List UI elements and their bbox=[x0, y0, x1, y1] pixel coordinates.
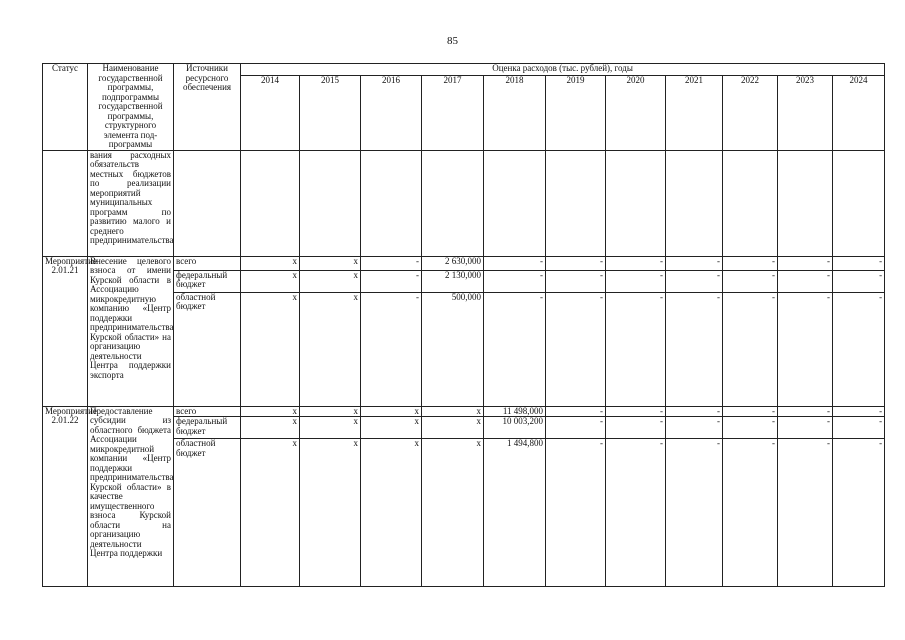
value-cell: 11 498,000 bbox=[484, 406, 546, 417]
value-cell: - bbox=[723, 256, 778, 270]
value-cell: - bbox=[666, 256, 723, 270]
value-cell: x bbox=[361, 439, 422, 587]
source-cell bbox=[174, 150, 241, 256]
value-cell: - bbox=[833, 270, 885, 292]
value-cell: - bbox=[546, 439, 606, 587]
value-cell: - bbox=[833, 417, 885, 439]
value-cell: x bbox=[300, 417, 361, 439]
value-cell: x bbox=[361, 417, 422, 439]
value-cell: x bbox=[300, 439, 361, 587]
source-label: всего bbox=[174, 406, 241, 417]
measure-status: Мероприятие 2.01.21 bbox=[43, 256, 88, 406]
value-cell: - bbox=[833, 406, 885, 417]
budget-table bbox=[42, 63, 885, 587]
value-cell: - bbox=[778, 406, 833, 417]
value-cell: x bbox=[241, 417, 300, 439]
value-cell: - bbox=[833, 256, 885, 270]
continuation-name: вания расходных обязательств местных бюджетов по реализации мероприятий муниципальных программ по развитию малого и среднего предпринимательства bbox=[88, 150, 174, 256]
value-cell: - bbox=[666, 406, 723, 417]
value-cell: - bbox=[361, 256, 422, 270]
header-status: Статус bbox=[43, 64, 88, 151]
value-cell: - bbox=[778, 256, 833, 270]
value-cell: 10 003,200 bbox=[484, 417, 546, 439]
source-label: областной бюджет bbox=[174, 292, 241, 406]
value-cell: - bbox=[361, 270, 422, 292]
value-cell: - bbox=[606, 439, 666, 587]
source-label: областной бюджет bbox=[174, 439, 241, 587]
header-year: 2022 bbox=[723, 75, 778, 150]
value-cell: - bbox=[484, 270, 546, 292]
header-year: 2015 bbox=[300, 75, 361, 150]
header-year: 2017 bbox=[422, 75, 484, 150]
value-cell: x bbox=[241, 270, 300, 292]
value-cell: - bbox=[778, 417, 833, 439]
value-cell: 500,000 bbox=[422, 292, 484, 406]
header-year: 2016 bbox=[361, 75, 422, 150]
value-cell: - bbox=[833, 292, 885, 406]
value-cell: - bbox=[723, 417, 778, 439]
header-year: 2023 bbox=[778, 75, 833, 150]
value-cell: - bbox=[546, 256, 606, 270]
header-year: 2014 bbox=[241, 75, 300, 150]
value-cell: - bbox=[723, 270, 778, 292]
value-cell: 2 630,000 bbox=[422, 256, 484, 270]
table-row bbox=[43, 406, 885, 417]
value-cell: x bbox=[241, 406, 300, 417]
header-year: 2019 bbox=[546, 75, 606, 150]
measure-name: Предоставление субсидии из областного бюджета Ассоциации микрокредитной компании «Центр поддержки предпринимательства Курской области» в качестве имущественного взноса Курской области на организацию деятельности Центра поддержки bbox=[88, 406, 174, 587]
page-number: 85 bbox=[447, 35, 458, 47]
value-cell: - bbox=[606, 256, 666, 270]
value-cell: - bbox=[606, 270, 666, 292]
value-cell: - bbox=[723, 439, 778, 587]
value-cell: - bbox=[778, 439, 833, 587]
header-sources: Источники ресурсного обеспечения bbox=[174, 64, 241, 151]
source-label: федеральный бюджет bbox=[174, 270, 241, 292]
value-cell: x bbox=[300, 292, 361, 406]
header-year: 2024 bbox=[833, 75, 885, 150]
continuation-row bbox=[43, 150, 885, 256]
value-cell: - bbox=[484, 292, 546, 406]
value-cell: x bbox=[241, 256, 300, 270]
value-cell: x bbox=[300, 270, 361, 292]
value-cell: - bbox=[606, 406, 666, 417]
value-cell: 2 130,000 bbox=[422, 270, 484, 292]
status-cell bbox=[43, 150, 88, 256]
value-cell: - bbox=[666, 270, 723, 292]
header-year: 2021 bbox=[666, 75, 723, 150]
value-cell: - bbox=[606, 417, 666, 439]
source-label: федеральный бюджет bbox=[174, 417, 241, 439]
value-cell: - bbox=[666, 292, 723, 406]
header-estimate: Оценка расходов (тыс. рублей), годы bbox=[241, 64, 885, 76]
measure-name: Внесение целевого взноса от имени Курской области в Ассоциацию микрокредитную компанию «Центр поддержки предпринимательства Курской области» на организацию деятельности Центра поддержки экспорта bbox=[88, 256, 174, 406]
value-cell: - bbox=[833, 439, 885, 587]
value-cell: - bbox=[778, 270, 833, 292]
value-cell: - bbox=[546, 417, 606, 439]
value-cell: - bbox=[723, 406, 778, 417]
value-cell: - bbox=[484, 256, 546, 270]
value-cell: 1 494,800 bbox=[484, 439, 546, 587]
value-cell: - bbox=[778, 292, 833, 406]
value-cell: - bbox=[546, 270, 606, 292]
value-cell: - bbox=[361, 292, 422, 406]
value-cell: x bbox=[361, 406, 422, 417]
value-cell: x bbox=[241, 292, 300, 406]
value-cell: - bbox=[666, 417, 723, 439]
value-cell: - bbox=[666, 439, 723, 587]
source-label: всего bbox=[174, 256, 241, 270]
value-cell: x bbox=[422, 439, 484, 587]
value-cell: x bbox=[241, 439, 300, 587]
value-cell: - bbox=[606, 292, 666, 406]
header-year: 2020 bbox=[606, 75, 666, 150]
header-name: Наименование государственной программы, подпрограммы государственной программы, структурного элемента под-программы bbox=[88, 64, 174, 151]
value-cell: - bbox=[546, 406, 606, 417]
value-cell: - bbox=[723, 292, 778, 406]
table-row bbox=[43, 256, 885, 270]
header-year: 2018 bbox=[484, 75, 546, 150]
value-cell: - bbox=[546, 292, 606, 406]
value-cell: x bbox=[422, 406, 484, 417]
value-cell: x bbox=[300, 406, 361, 417]
value-cell: x bbox=[422, 417, 484, 439]
measure-status: Мероприятие 2.01.22 bbox=[43, 406, 88, 587]
value-cell: x bbox=[300, 256, 361, 270]
